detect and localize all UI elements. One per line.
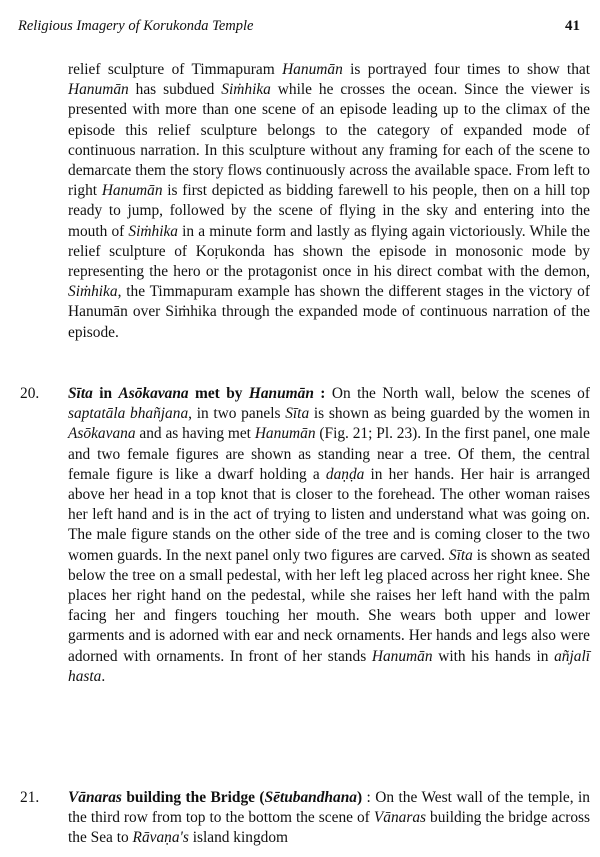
text-run: Hanumān: [248, 385, 314, 402]
text-run: Sētubandhana: [264, 789, 357, 806]
text-run: daṇḍa: [325, 465, 365, 483]
text-run: On the North wall, below the scenes of: [325, 385, 590, 402]
item-heading: [68, 385, 325, 402]
item-number: 20.: [20, 385, 40, 402]
text-run: in: [92, 385, 119, 402]
text-run: , in two panels: [188, 405, 286, 423]
text-run: :: [313, 385, 326, 402]
text-run: ): [356, 789, 363, 806]
text-run: (Fig. 21; Pl. 23). In the first panel, one male and two female figures are shown as standing near a tree. Of them, the central female figure is like a dwarf holding a: [68, 425, 590, 483]
text-run: Asōkavana: [68, 425, 136, 443]
page-number: 41: [565, 18, 580, 34]
text-run: in her hands. Her hair is arranged above her head in a top knot that is closer to the forehead. The other woman raises her left hand and is in the act of trying to listen and understand what was going on. The male figure stands on the other side of the tree and is coming closer to the two women guards. In the next panel only two figures are carved.: [68, 465, 590, 564]
text-run: in a minute form and lastly as flying again victoriously. While the relief sculpture of Koṛukonda has shown the episode in monosonic mode by representing the hero or the protagonist once in his direct combat with the demon,: [68, 222, 590, 281]
item-number: 21.: [20, 789, 40, 806]
item-heading: [68, 789, 362, 806]
text-run: Vānaras: [68, 789, 122, 806]
text-run: Asōkavana: [118, 385, 189, 402]
text-run: Sīta: [448, 546, 473, 564]
text-run: añjalī hasta: [68, 647, 590, 685]
text-run: Hanumān: [254, 425, 316, 443]
item-content: [68, 384, 590, 687]
list-item-20: [0, 384, 590, 687]
text-run: Hanumān: [68, 81, 129, 99]
text-run: is shown as seated below the tree on a small pedestal, with her left leg placed across her right knee. She places her right hand on the pedestal, while she raises her left hand with the palm facing her and fingers touching her mouth. She wears both upper and lower garments and is adorned with ear and neck ornaments. Her hands and legs also were adorned with ornaments. In front of her stands: [68, 546, 590, 665]
text-run: relief sculpture of Timmapuram: [68, 61, 283, 78]
text-run: building the Bridge (: [121, 789, 265, 806]
text-run: Siṁhika: [128, 222, 179, 240]
running-head: Religious Imagery of Korukonda Temple: [18, 18, 254, 34]
text-run: met by: [188, 385, 249, 402]
text-run: Rāvaṇa's: [132, 829, 189, 847]
text-run: and as having met: [135, 425, 255, 443]
text-run: with his hands in: [432, 647, 555, 665]
text-run: Sīta: [285, 405, 310, 423]
text-run: is first depicted as bidding farewell to his people, then on a hill top ready to jump, followed by the scene of flying in the sky and entering into the mouth of: [68, 182, 590, 240]
text-run: island kingdom: [188, 829, 289, 847]
text-run: Siṁhika: [221, 81, 271, 99]
list-item-21: [0, 788, 590, 849]
text-run: Vānaras: [373, 809, 427, 827]
text-run: building the bridge across the Sea to: [68, 809, 590, 847]
text-run: is portrayed four times to show that: [342, 61, 590, 78]
text-run: .: [101, 667, 106, 685]
text-run: , the Timmapuram example has shown the different stages in the victory of Hanumān over Siṁhika through the expanded mode of continuous narration of the episode.: [68, 283, 590, 341]
text-run: Hanumān: [101, 182, 163, 200]
text-run: while he crosses the ocean. Since the viewer is presented with more than one scene of an episode leading up to the climax of the episode this relief sculpture belongs to the category of expanded mode of continuous narration. In this sculpture without any framing for each of the scene to demarcate them the story flows continuously across the available space. From left to right: [68, 81, 591, 200]
text-run: Sīta: [68, 385, 93, 402]
text-run: Hanumān: [282, 61, 343, 78]
text-run: Siṁhika: [68, 283, 118, 301]
text-run: saptatāla bhañjana: [68, 405, 189, 423]
text-run: is shown as being guarded by the women in: [309, 405, 590, 423]
text-run: Hanumān: [371, 647, 433, 665]
item-content: [68, 788, 590, 849]
paragraph-1: [68, 60, 590, 343]
continued-paragraph: [68, 60, 590, 343]
text-run: : On the West wall of the temple, in the third row from top to the bottom the scene of: [68, 789, 590, 827]
text-run: has subdued: [128, 81, 222, 99]
item-body: [68, 385, 590, 685]
